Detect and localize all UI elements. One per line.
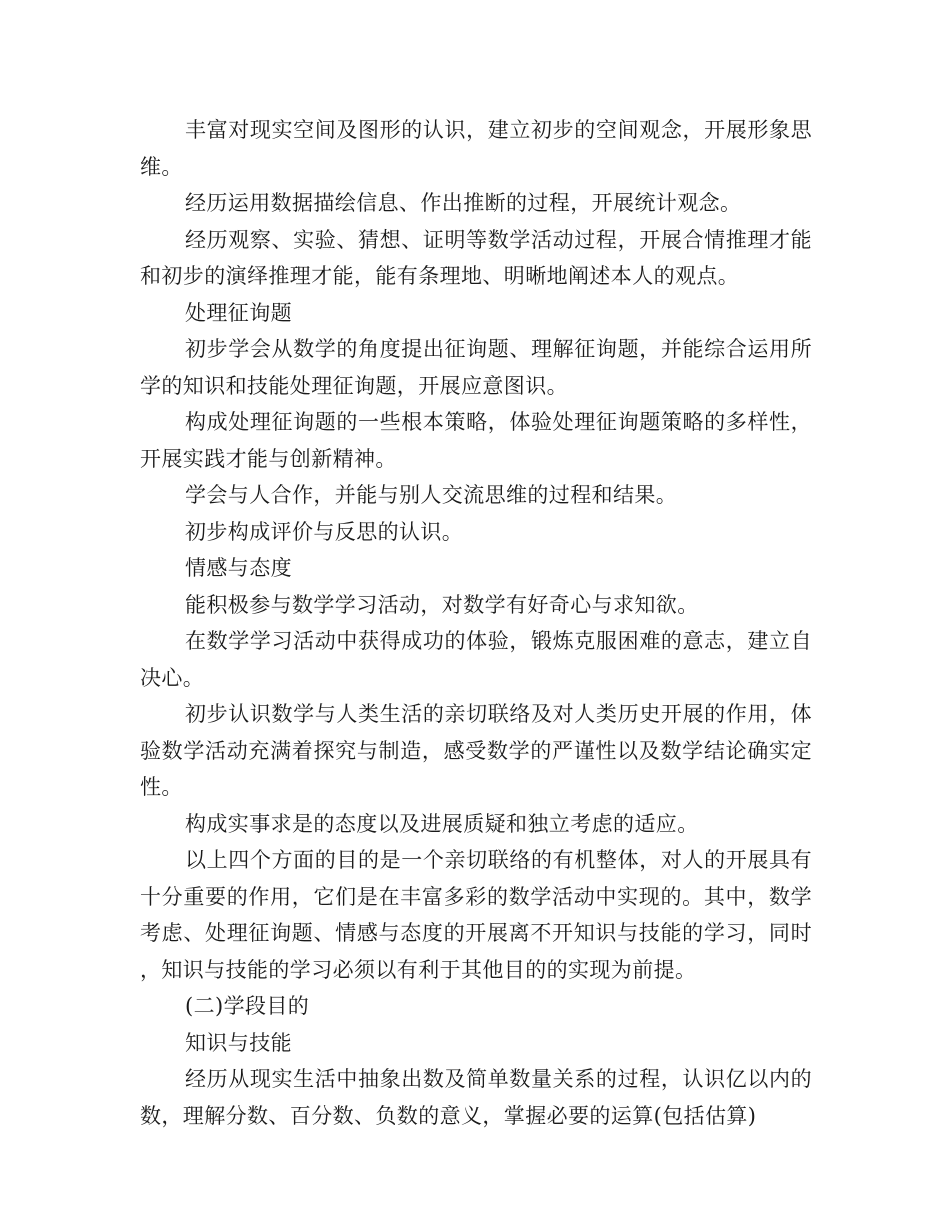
- paragraph-numbers: 经历从现实生活中抽象出数及简单数量关系的过程，认识亿以内的数，理解分数、百分数、负数的意义，掌握必要的运算(包括估算): [140, 1067, 812, 1128]
- paragraph-four-aspects: 以上四个方面的目的是一个亲切联络的有机整体，对人的开展具有十分重要的作用，它们是在丰富多彩的数学活动中实现的。其中，数学考虑、处理征询题、情感与态度的开展离不开知识与技能的学习，同时，知识与技能的学习必须以有利于其他目的的实现为前提。: [140, 848, 812, 982]
- paragraph-participation: 能积极参与数学学习活动，对数学有好奇心与求知欲。: [185, 592, 699, 617]
- paragraph-problem-posing: 初步学会从数学的角度提出征询题、理解征询题，并能综合运用所学的知识和技能处理征询题，开展应意图识。: [140, 337, 812, 398]
- document-body: [140, 112, 812, 1134]
- heading-knowledge-skills: 知识与技能: [185, 1030, 292, 1055]
- heading-stage-goals: (二)学段目的: [185, 994, 310, 1018]
- paragraph-strategies: 构成处理征询题的一些根本策略，体验处理征询题策略的多样性，开展实践才能与创新精神。: [140, 410, 812, 471]
- paragraph-statistics-concept: 经历运用数据描绘信息、作出推断的过程，开展统计观念。: [185, 191, 742, 215]
- paragraph-realistic-attitude: 构成实事求是的态度以及进展质疑和独立考虑的适应。: [185, 811, 699, 836]
- paragraph-reflection: 初步构成评价与反思的认识。: [185, 519, 464, 544]
- paragraph-math-and-life: 初步认识数学与人类生活的亲切联络及对人类历史开展的作用，体验数学活动充满着探究与制造，感受数学的严谨性以及数学结论确实定性。: [140, 702, 812, 799]
- paragraph-success-experience: 在数学学习活动中获得成功的体验，锻炼克服困难的意志，建立自决心。: [140, 629, 812, 690]
- paragraph-reasoning-ability: 经历观察、实验、猜想、证明等数学活动过程，开展合情推理才能和初步的演绎推理才能，能有条理地、明晰地阐述本人的观点。: [140, 227, 812, 288]
- heading-problem-solving: 处理征询题: [185, 300, 292, 325]
- heading-emotion-attitude: 情感与态度: [185, 556, 292, 580]
- paragraph-cooperation: 学会与人合作，并能与别人交流思维的过程和结果。: [185, 483, 678, 507]
- paragraph-spatial-concept: 丰富对现实空间及图形的认识，建立初步的空间观念，开展形象思维。: [140, 118, 812, 179]
